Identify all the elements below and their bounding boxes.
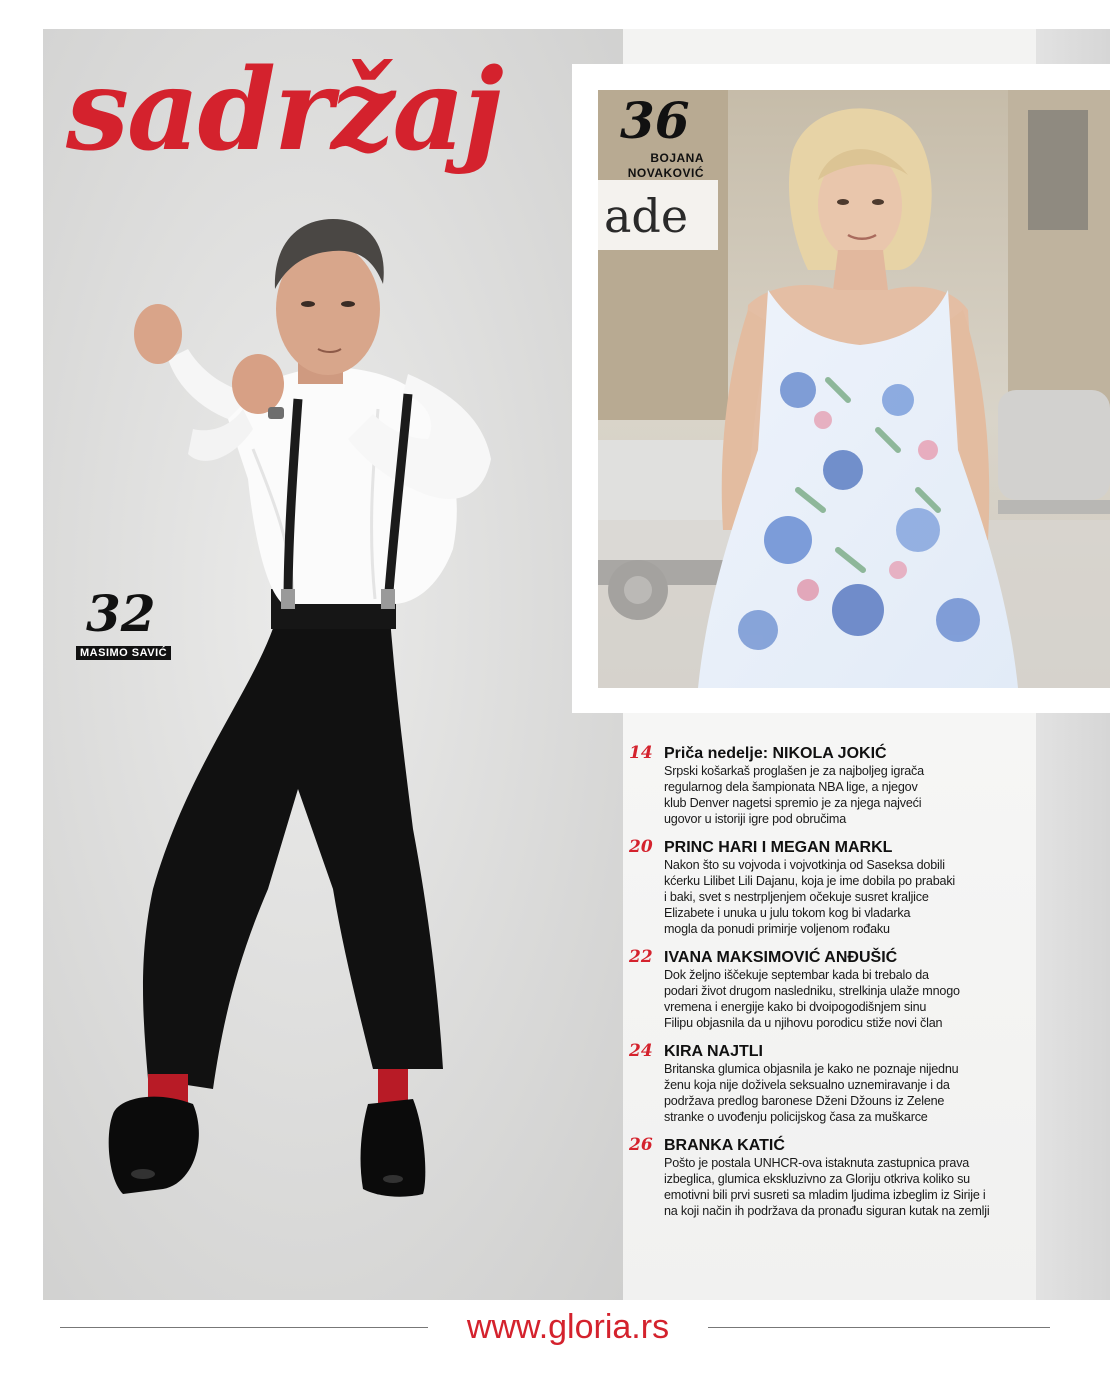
toc-item-22[interactable] [629,948,1029,1031]
feature-photo-masimo-savic[interactable] [43,29,623,1300]
page-title: sadržaj [66,45,502,176]
toc-page-number: 26 [629,1135,653,1155]
toc-desc-line: Nakon što su vojvoda i vojvotkinja od Saseksa dobili [664,858,945,872]
toc-desc-line: regularnog dela šampionata NBA lige, a njegov [664,780,918,794]
toc-desc-line: Pošto je postala UNHCR-ova istaknuta zastupnica prava [664,1156,970,1170]
toc-description [664,1155,1029,1219]
toc-title: BRANKA KATIĆ [664,1137,785,1154]
feature-name-line-2: NOVAKOVIĆ [627,166,704,180]
toc-desc-line: mogla da ponudi primirje voljenom rođaku [664,922,890,936]
table-of-contents [629,744,1029,1230]
toc-desc-line: Elizabete i unuka u julu tokom kog bi vladarka [664,906,911,920]
toc-desc-line: ugovor u istoriji igre pod obručima [664,812,846,826]
toc-desc-line: ženu koja nije doživela seksualno uznemiravanje i da [664,1078,950,1092]
toc-title: PRINC HARI I MEGAN MARKL [664,839,893,856]
toc-desc-line: na koji način ih podržava da pronađu siguran kutak na zemlji [664,1204,990,1218]
toc-desc-line: i baki, svet s nestrpljenjem očekuje susret kraljice [664,890,929,904]
toc-page-number: 24 [629,1041,653,1061]
toc-desc-line: stranke o uvođenju policijskog časa za muškarce [664,1110,928,1124]
toc-desc-line: vremena i energije kako bi dvoipogodišnjem sinu [664,1000,927,1014]
toc-desc-line: izbeglica, glumica ekskluzivno za Gloriju otkriva koliko su [664,1172,970,1186]
toc-desc-line: kćerku Lilibet Lili Dajanu, koja je ime dobila po prabaki [664,874,956,888]
feature-name-bojana-novakovic [602,151,704,181]
feature-page-number-32: 32 [86,584,156,643]
toc-page-number: 22 [629,947,653,967]
toc-desc-line: emotivni bili prvi susreti sa mladim ljudima izbeglim iz Sirije i [664,1188,986,1202]
toc-desc-line: Srpski košarkaš proglašen je za najboljeg igrača [664,764,924,778]
footer-divider-left [60,1327,428,1328]
storefront-sign: ade [604,189,689,243]
toc-desc-line: Filipu objasnila da u njihovu porodicu stiže novi član [664,1016,943,1030]
toc-description [664,967,1029,1031]
toc-description [664,763,1029,827]
toc-item-20[interactable] [629,838,1029,937]
feature-page-number-36: 36 [620,91,690,150]
toc-page-number: 14 [629,743,653,763]
website-link[interactable]: www.gloria.rs [466,1308,670,1346]
toc-description [664,1061,1029,1125]
man-illustration [43,29,623,1300]
toc-title: Priča nedelje: NIKOLA JOKIĆ [664,745,887,762]
toc-page-number: 20 [629,837,653,857]
toc-item-14[interactable] [629,744,1029,827]
toc-item-26[interactable] [629,1136,1029,1219]
toc-desc-line: Britanska glumica objasnila je kako ne poznaje nijednu [664,1062,959,1076]
toc-description [664,857,1029,937]
feature-name-tag-masimo-savic: MASIMO SAVIĆ [76,646,171,660]
toc-desc-line: Dok željno iščekuje septembar kada bi trebalo da [664,968,929,982]
toc-item-24[interactable] [629,1042,1029,1125]
toc-title: IVANA MAKSIMOVIĆ ANĐUŠIĆ [664,949,898,966]
feature-name-line-1: BOJANA [650,151,704,165]
toc-title: KIRA NAJTLI [664,1043,763,1060]
toc-desc-line: klub Denver nagetsi spremio je za njega najveći [664,796,922,810]
toc-desc-line: podržava predlog baronese Dženi Džouns iz Zelene [664,1094,945,1108]
footer-divider-right [708,1327,1050,1328]
toc-desc-line: podari život drugom nasledniku, strelkinja ulaže mnogo [664,984,960,998]
